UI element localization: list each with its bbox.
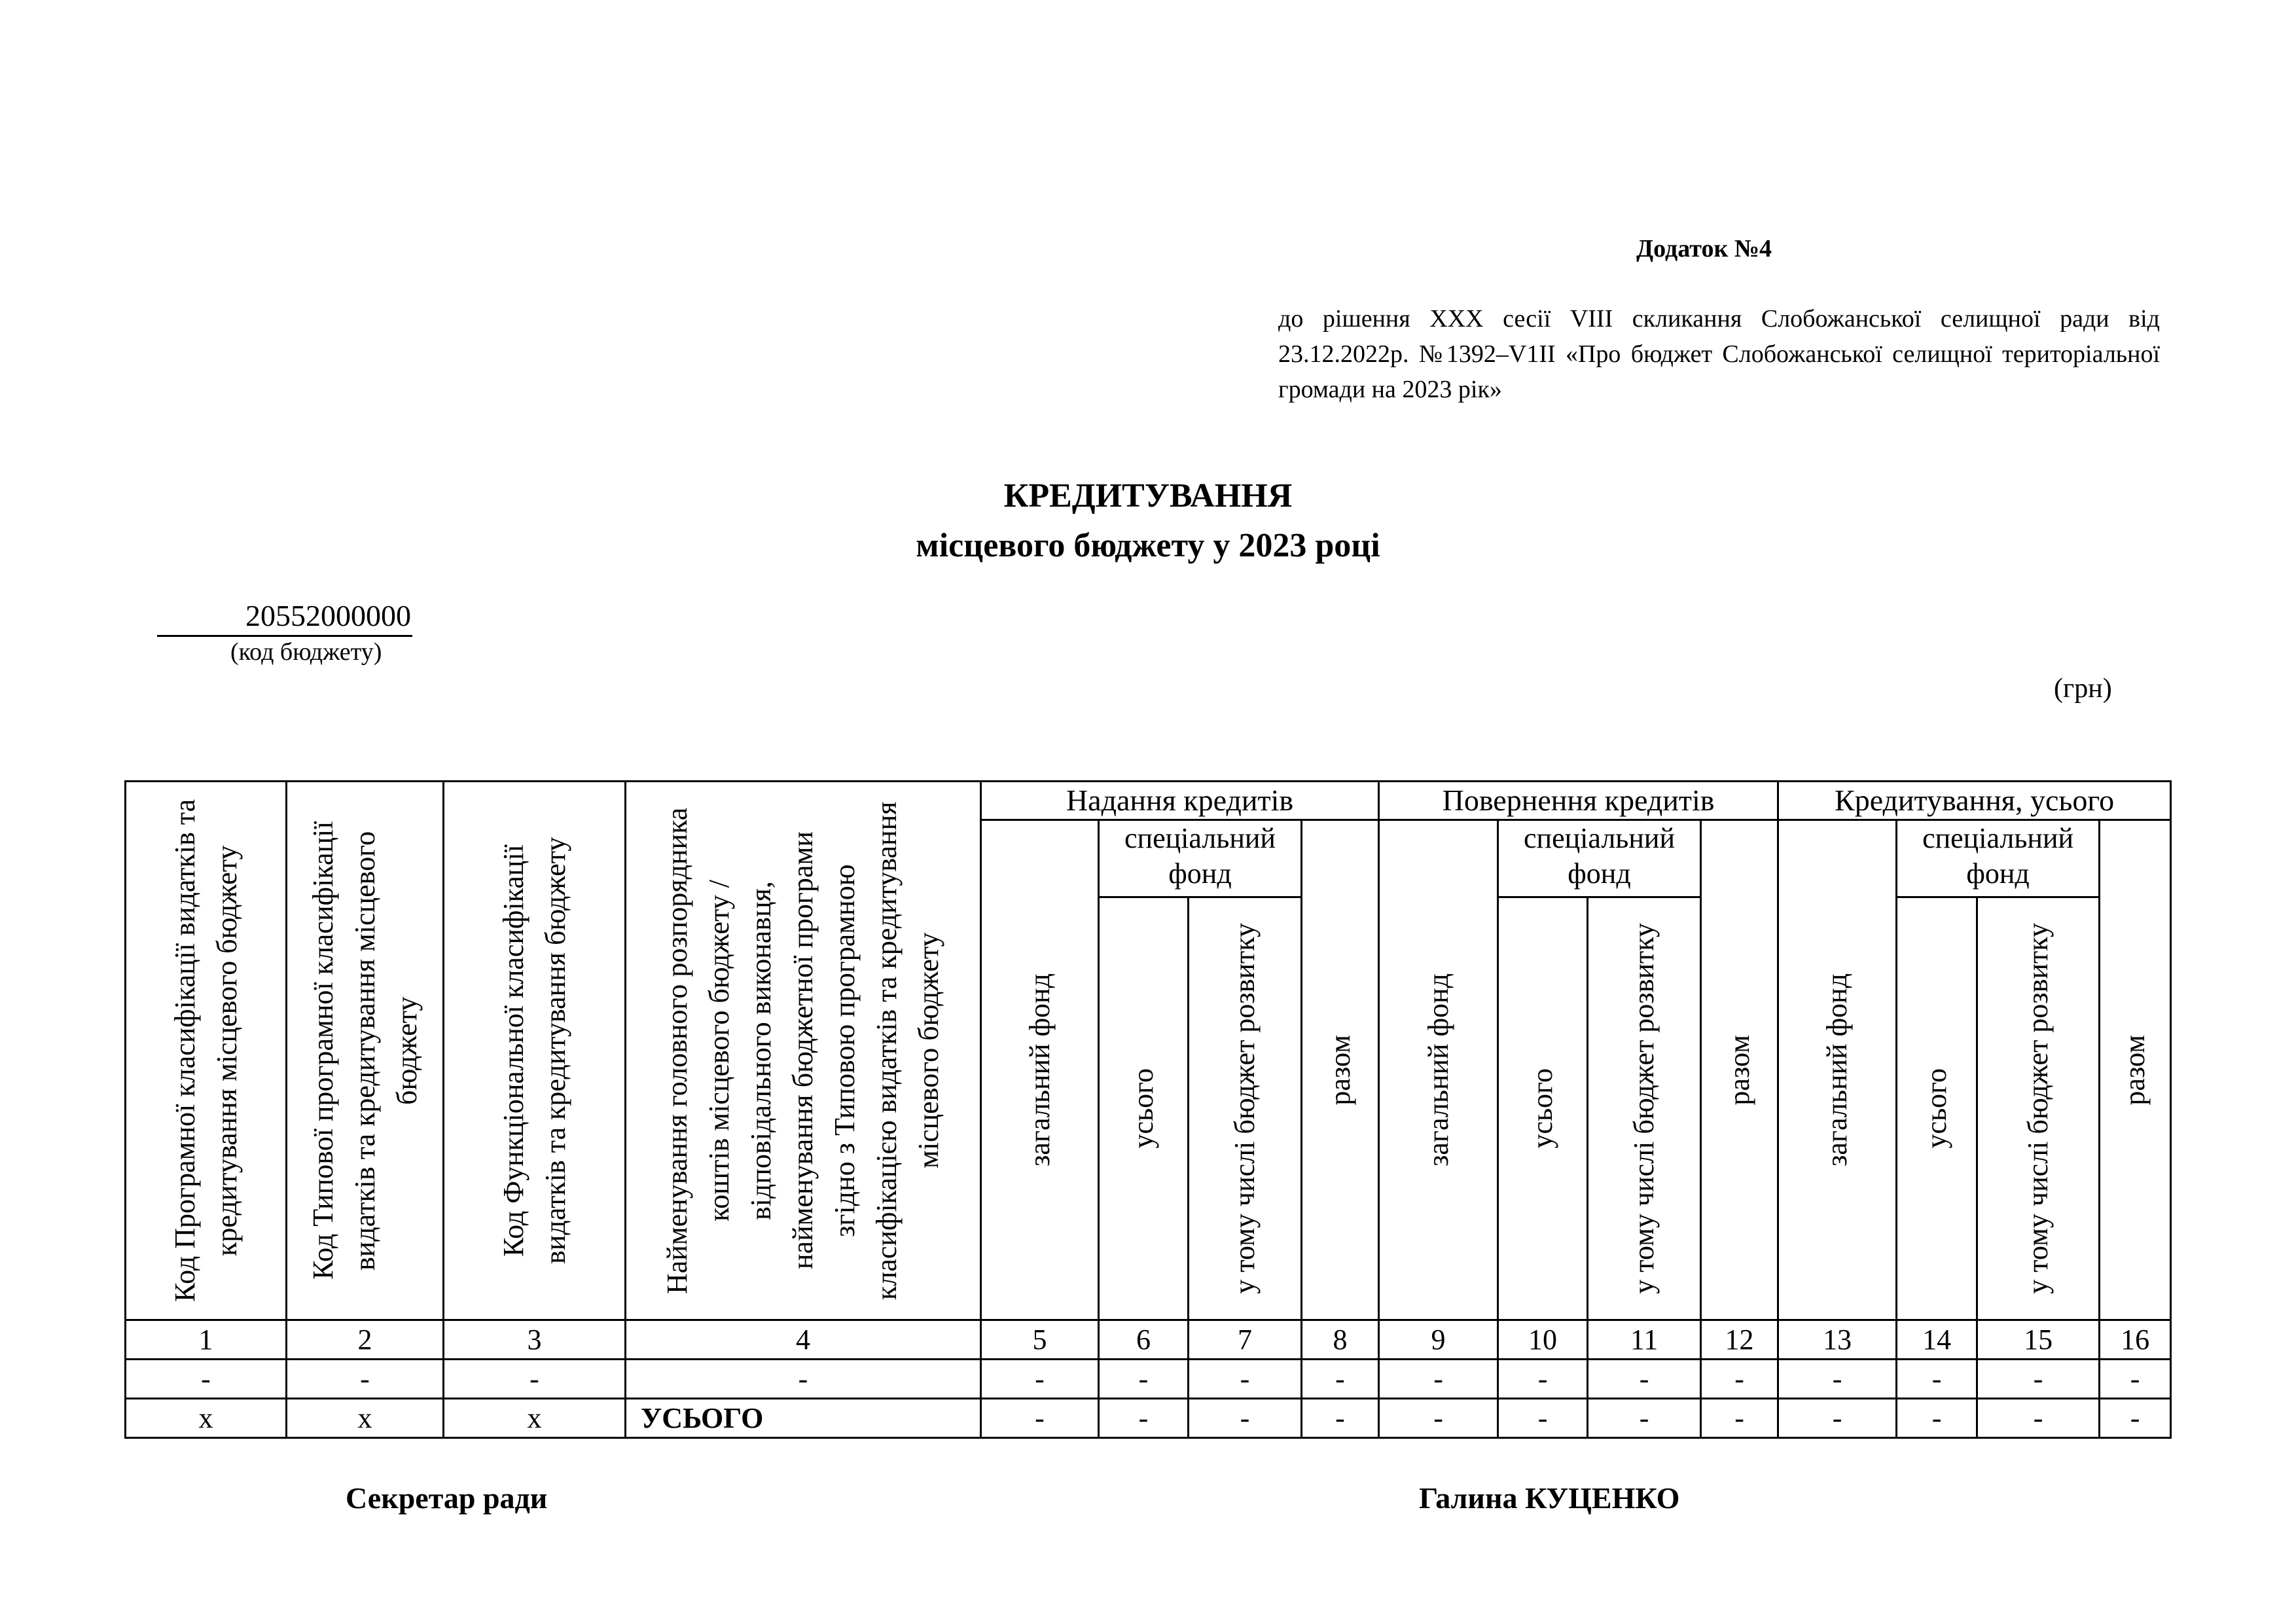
column-number: 16 (2100, 1320, 2171, 1360)
table-cell: - (1189, 1360, 1302, 1399)
group-header-credit-issue: Надання кредитів (981, 782, 1379, 820)
col-header-sum: разом (2100, 820, 2171, 1320)
table-cell: - (981, 1360, 1099, 1399)
table-cell: x (287, 1399, 444, 1438)
col-header-general-fund: загальний фонд (1379, 820, 1498, 1320)
table-cell: - (1897, 1399, 1977, 1438)
table-row (126, 1360, 2171, 1399)
table-cell: - (1379, 1360, 1498, 1399)
table-cell: - (126, 1360, 287, 1399)
column-number-row (126, 1320, 2171, 1360)
group-header-credit-return: Повернення кредитів (1379, 782, 1778, 820)
col-header-general-fund: загальний фонд (1778, 820, 1897, 1320)
table-cell: - (1897, 1360, 1977, 1399)
col-header-development: у тому числі бюджет розвитку (1189, 897, 1302, 1320)
table-cell: - (287, 1360, 444, 1399)
table-cell: - (1778, 1360, 1897, 1399)
appendix-reference: до рішення XXX сесії VIII скликання Слобожанської селищної ради від 23.12.2022р. №1392–V1II «Про бюджет Слобожанської селищної територіальної громади на 2023 рік» (1278, 305, 2160, 403)
table-cell: x (126, 1399, 287, 1438)
credit-table (124, 780, 2172, 1439)
table-cell: - (444, 1360, 626, 1399)
column-number: 9 (1379, 1320, 1498, 1360)
title-line-2: місцевого бюджету у 2023 році (916, 527, 1380, 564)
table-cell: - (1099, 1399, 1189, 1438)
column-number: 11 (1588, 1320, 1701, 1360)
column-number: 7 (1189, 1320, 1302, 1360)
appendix-title: Додаток №4 (1636, 235, 1772, 262)
col-header-sum: разом (1302, 820, 1379, 1320)
col-header-2: Код Типової програмної класифікації видатків та кредитування місцевого бюджету (287, 782, 444, 1320)
table-cell: - (1977, 1360, 2100, 1399)
table-cell: - (1302, 1399, 1379, 1438)
signature-position: Секретар ради (346, 1481, 548, 1515)
column-number: 13 (1778, 1320, 1897, 1360)
table-cell: - (1099, 1360, 1189, 1399)
document-title (0, 471, 2296, 571)
title-line-1: КРЕДИТУВАННЯ (1003, 477, 1293, 514)
currency-note: (грн) (2054, 674, 2112, 704)
col-header-sum: разом (1701, 820, 1778, 1320)
table-cell: - (1302, 1360, 1379, 1399)
total-row (126, 1399, 2171, 1438)
col-header-development: у тому числі бюджет розвитку (1588, 897, 1701, 1320)
table-cell: - (1778, 1399, 1897, 1438)
table-cell: - (1588, 1399, 1701, 1438)
column-number: 3 (444, 1320, 626, 1360)
column-number: 14 (1897, 1320, 1977, 1360)
column-number: 15 (1977, 1320, 2100, 1360)
table-cell: - (1498, 1360, 1588, 1399)
col-header-1: Код Програмної класифікації видатків та кредитування місцевого бюджету (126, 782, 287, 1320)
table-cell: - (1498, 1399, 1588, 1438)
col-header-4: Найменування головного розпорядника коштів місцевого бюджету / відповідального виконавця, найменування бюджетної програми згідно з Типовою програмною класифікацією видатків та кредитування місцевого бюджету (626, 782, 981, 1320)
table-cell: - (1588, 1360, 1701, 1399)
column-number: 6 (1099, 1320, 1189, 1360)
column-number: 2 (287, 1320, 444, 1360)
col-header-special-fund: спеціальний фонд (1498, 820, 1701, 897)
column-number: 1 (126, 1320, 287, 1360)
col-header-development: у тому числі бюджет розвитку (1977, 897, 2100, 1320)
table-cell: - (981, 1399, 1099, 1438)
table-cell: - (1701, 1360, 1778, 1399)
table-cell: - (1189, 1399, 1302, 1438)
table-cell: - (1977, 1399, 2100, 1438)
budget-code: 20552000000 (157, 597, 412, 637)
col-header-general-fund: загальний фонд (981, 820, 1099, 1320)
table-cell: - (626, 1360, 981, 1399)
column-number: 12 (1701, 1320, 1778, 1360)
table-cell: x (444, 1399, 626, 1438)
signature-name: Галина КУЦЕНКО (1419, 1481, 1680, 1515)
col-header-special-total: усього (1498, 897, 1588, 1320)
table-cell: - (1701, 1399, 1778, 1438)
table-cell: - (2100, 1399, 2171, 1438)
col-header-special-fund: спеціальний фонд (1897, 820, 2100, 897)
total-label: УСЬОГО (626, 1399, 981, 1438)
column-number: 8 (1302, 1320, 1379, 1360)
col-header-special-fund: спеціальний фонд (1099, 820, 1302, 897)
group-header-credit-total: Кредитування, усього (1778, 782, 2171, 820)
col-header-special-total: усього (1897, 897, 1977, 1320)
table-cell: - (1379, 1399, 1498, 1438)
column-number: 4 (626, 1320, 981, 1360)
column-number: 10 (1498, 1320, 1588, 1360)
budget-code-label: (код бюджету) (230, 638, 382, 666)
col-header-3: Код Функціональної класифікації видатків та кредитування бюджету (444, 782, 626, 1320)
col-header-special-total: усього (1099, 897, 1189, 1320)
column-number: 5 (981, 1320, 1099, 1360)
table-cell: - (2100, 1360, 2171, 1399)
